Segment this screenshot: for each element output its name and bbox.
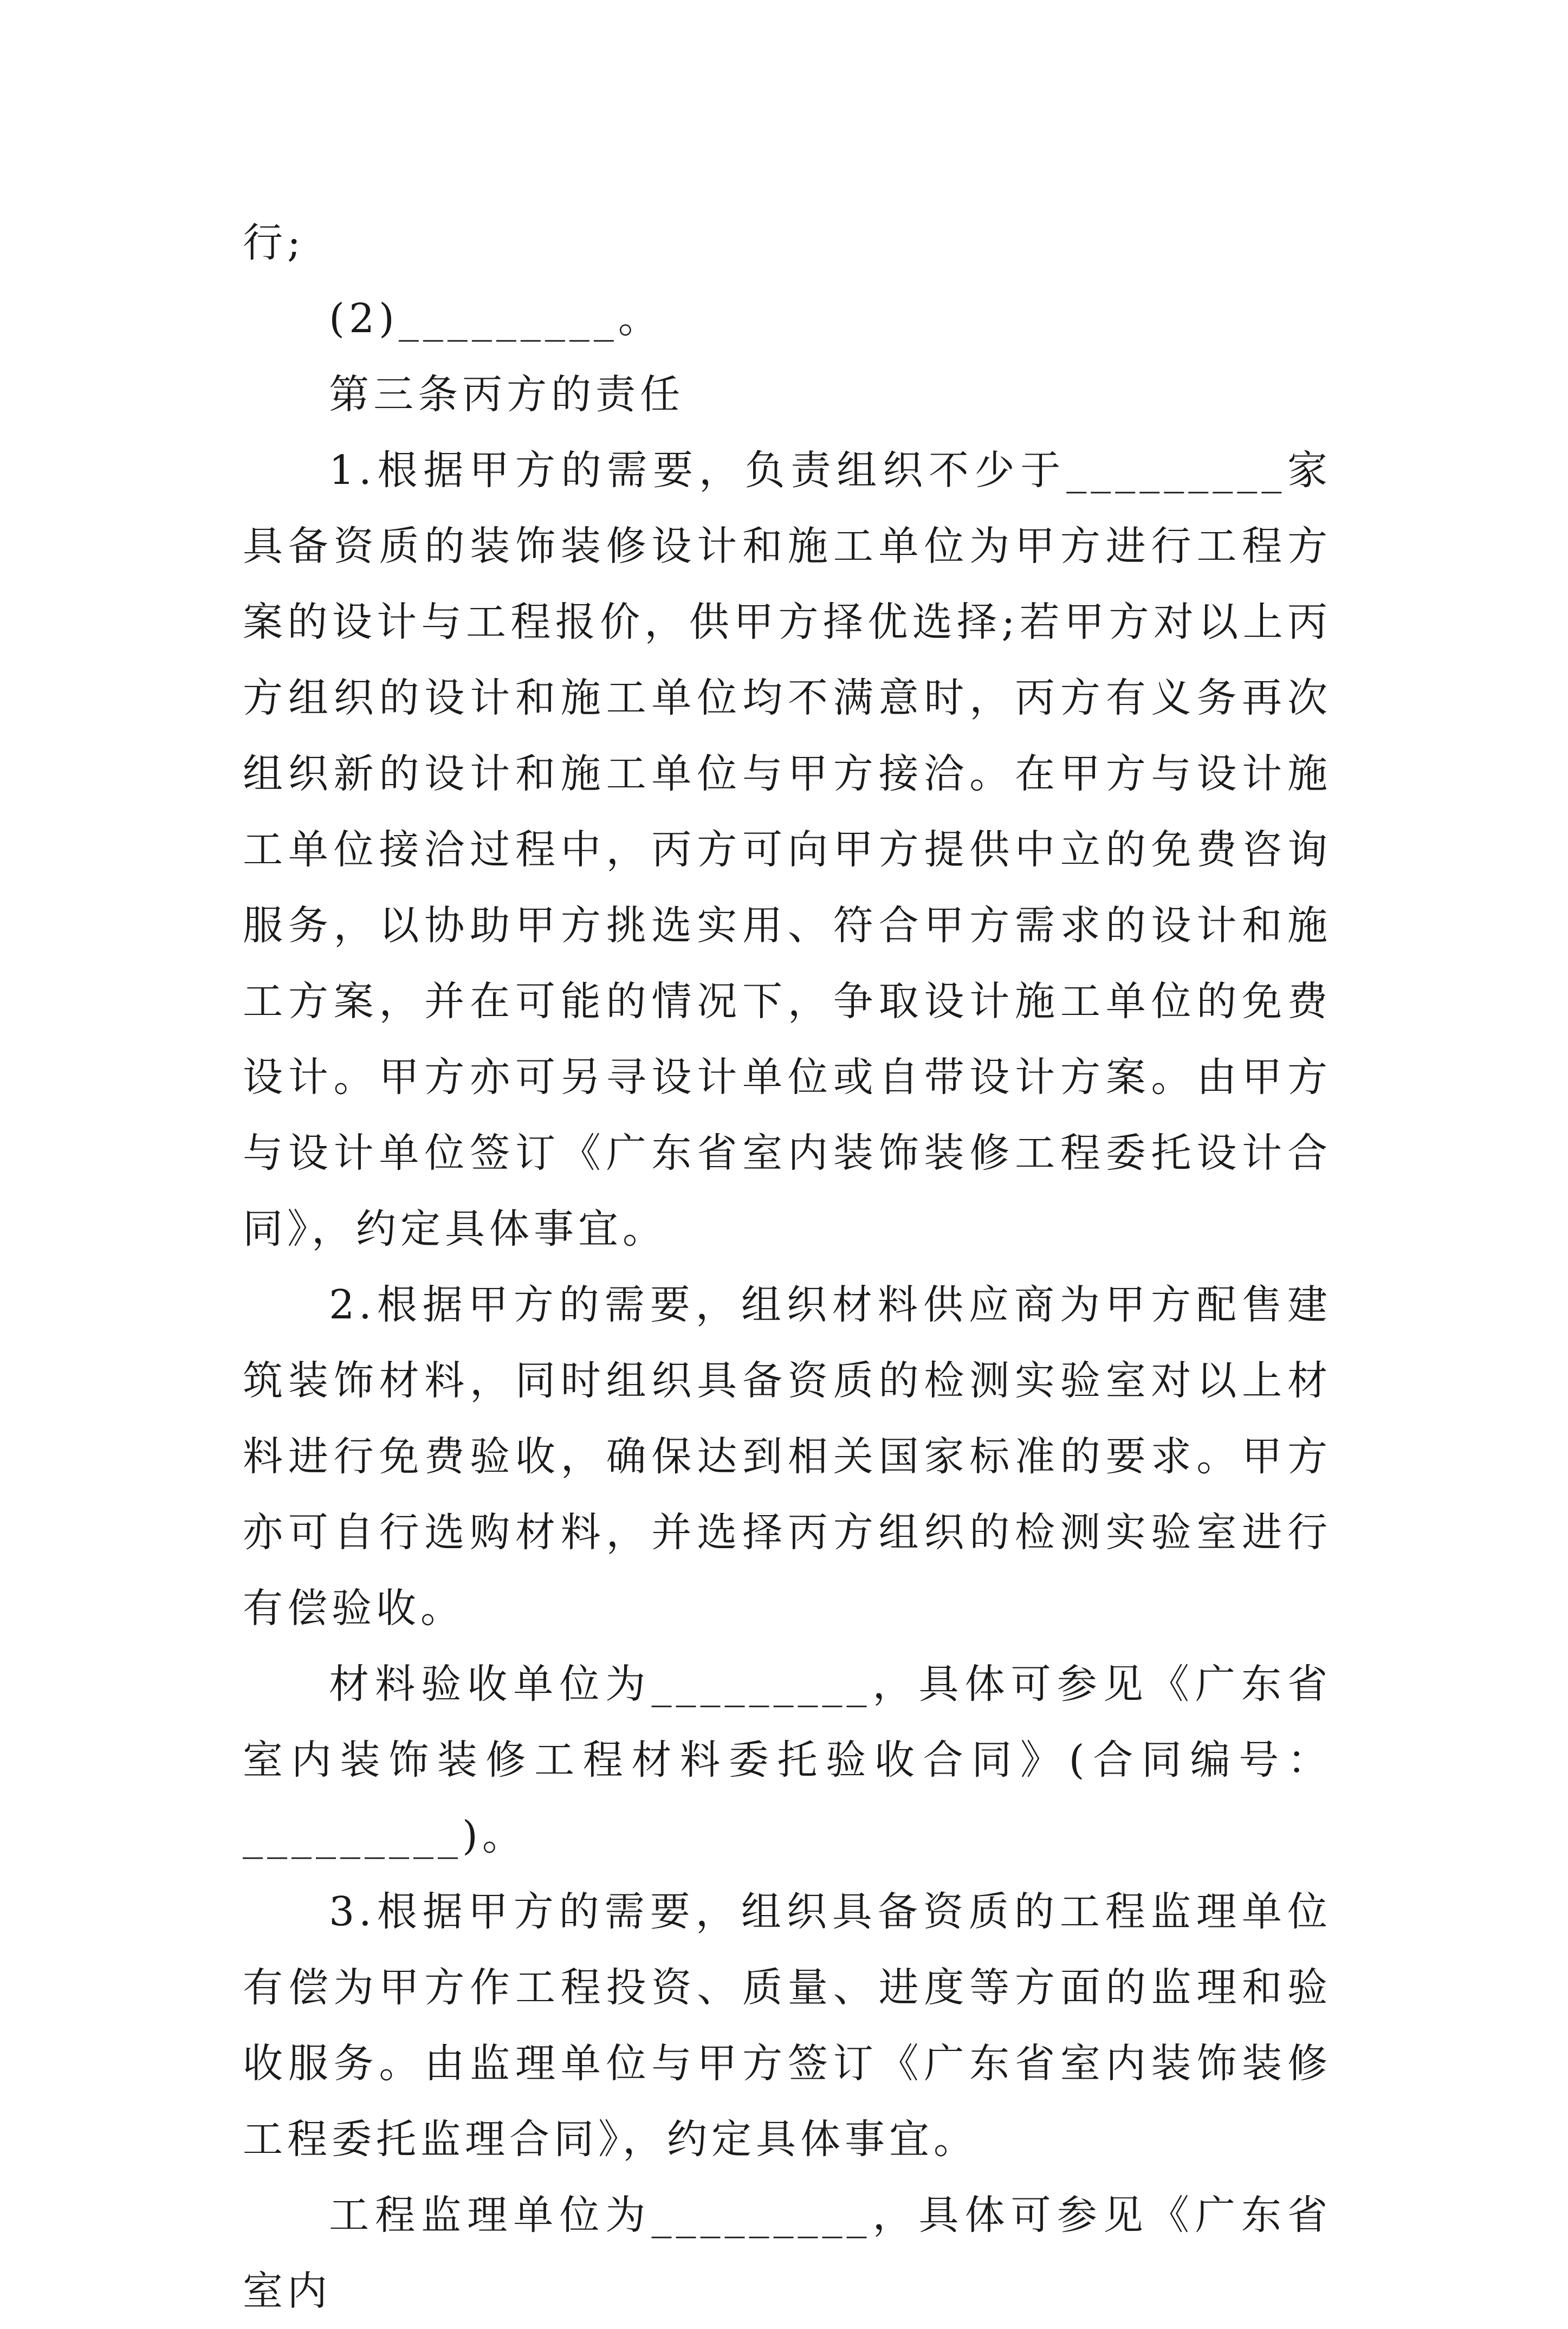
paragraph-clause-3: 3.根据甲方的需要，组织具备资质的工程监理单位有偿为甲方作工程投资、质量、进度等方面的监理和验收服务。由监理单位与甲方签订《广东省室内装饰装修工程委托监理合同》，约定具体事宜。 bbox=[243, 1888, 1332, 2163]
paragraph-clause-1: 1.根据甲方的需要，负责组织不少于_________家具备资质的装饰装修设计和施工单位为甲方进行工程方案的设计与工程报价，供甲方择优选择;若甲方对以上丙方组织的设计和施工单位均不满意时，丙方有义务再次组织新的设计和施工单位与甲方接洽。在甲方与设计施工单位接洽过程中，丙方可向甲方提供中立的免费咨询服务，以协助甲方挑选实用、符合甲方需求的设计和施工方案，并在可能的情况下，争取设计施工单位的免费设计。甲方亦可另寻设计单位或自带设计方案。由甲方与设计单位签订《广东省室内装饰装修工程委托设计合同》，约定具体事宜。 bbox=[243, 447, 1332, 1252]
paragraph-supervision-unit: 工程监理单位为_________，具体可参见《广东省室内 bbox=[243, 2192, 1332, 2314]
paragraph-material-inspection: 材料验收单位为_________，具体可参见《广东省室内装饰装修工程材料委托验收合同》(合同编号：_________)。 bbox=[243, 1661, 1332, 1859]
section-heading: 第三条丙方的责任 bbox=[329, 371, 685, 418]
paragraph-item-2: (2)_________。 bbox=[329, 295, 663, 342]
paragraph-continuation: 行; bbox=[243, 219, 305, 266]
document-body bbox=[243, 205, 1332, 2329]
paragraph-clause-2: 2.根据甲方的需要，组织材料供应商为甲方配售建筑装饰材料，同时组织具备资质的检测实验室对以上材料进行免费验收，确保达到相关国家标准的要求。甲方亦可自行选购材料，并选择丙方组织的检测实验室进行有偿验收。 bbox=[243, 1282, 1332, 1632]
